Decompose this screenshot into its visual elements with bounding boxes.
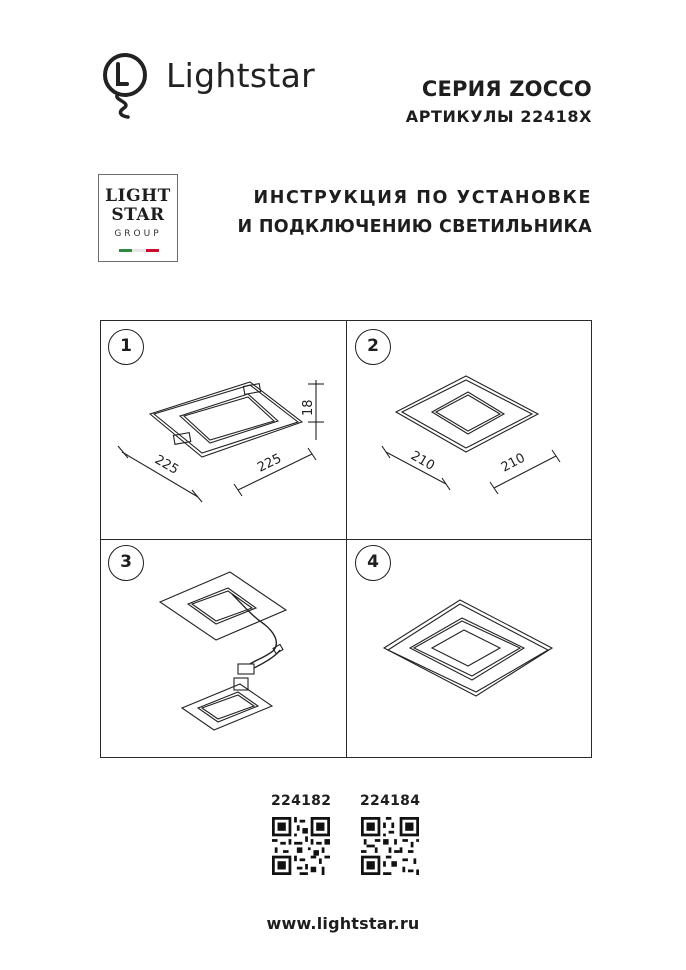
step-2-illustration — [348, 322, 590, 536]
series-title: СЕРИЯ ZOCCO — [421, 77, 592, 101]
qr-code-224184-icon — [361, 817, 419, 875]
italian-flag-icon — [119, 249, 159, 252]
step-2-badge: 2 — [355, 329, 391, 365]
lightstar-logo-icon — [98, 50, 158, 120]
group-logo-line1: LIGHT — [105, 186, 171, 206]
instruction-title-line2: И ПОДКЛЮЧЕНИЮ СВЕТИЛЬНИКА — [237, 217, 592, 237]
article-code-224182: 224182 — [271, 793, 332, 809]
step-1-illustration — [102, 322, 344, 536]
step-1-dim-depth: 225 — [255, 451, 285, 476]
step-2-dim-a: 210 — [408, 448, 438, 474]
step-1-dim-height: 18 — [301, 399, 316, 416]
step-1-dim-width: 225 — [152, 452, 182, 478]
instruction-title-line1: ИНСТРУКЦИЯ ПО УСТАНОВКЕ — [253, 188, 592, 208]
group-logo-line3: GROUP — [114, 229, 162, 239]
step-3-badge: 3 — [108, 545, 144, 581]
group-logo-line2: STAR — [111, 205, 165, 225]
qr-code-224182-icon — [272, 817, 330, 875]
articles-label: АРТИКУЛЫ 22418X — [405, 107, 592, 126]
step-4-illustration — [348, 540, 590, 756]
website-link[interactable]: www.lightstar.ru — [266, 914, 420, 933]
step-1-badge: 1 — [108, 329, 144, 365]
step-3-illustration — [102, 540, 344, 756]
step-2-dim-b: 210 — [498, 450, 528, 476]
brand-name: Lightstar — [166, 56, 315, 95]
step-4-badge: 4 — [355, 545, 391, 581]
article-code-224184: 224184 — [360, 793, 421, 809]
